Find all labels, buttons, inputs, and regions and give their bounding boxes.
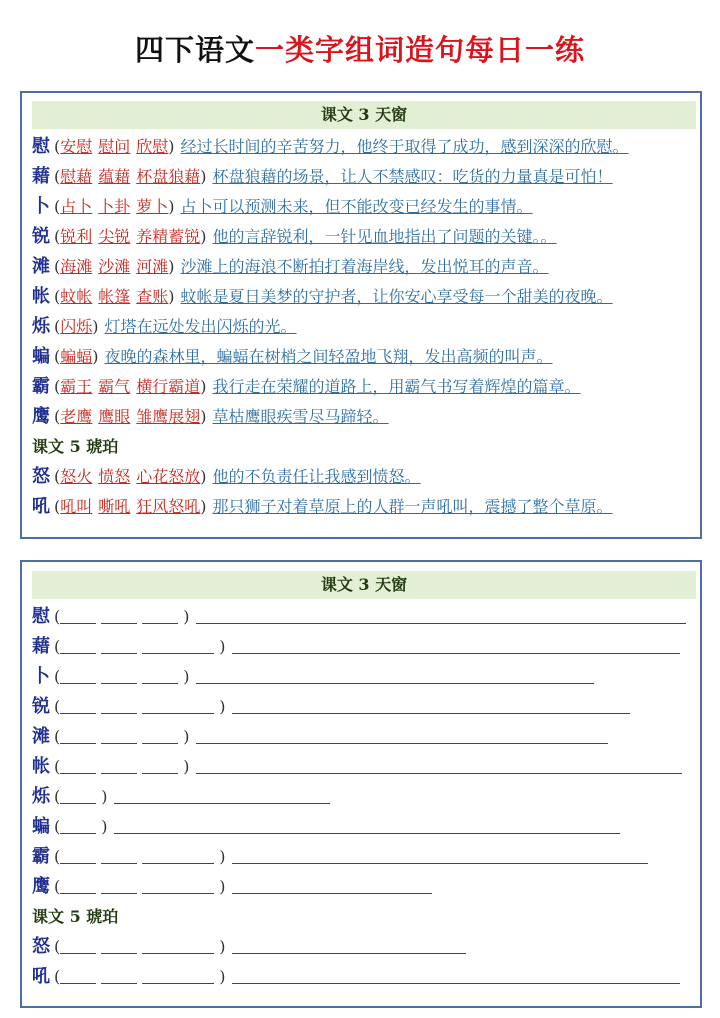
word-blank[interactable] — [101, 742, 137, 744]
answer-row — [32, 402, 389, 432]
open-paren: ( — [54, 817, 61, 836]
close-paren: ) — [200, 497, 207, 516]
open-paren: ( — [54, 257, 61, 276]
word-blank[interactable] — [60, 832, 96, 834]
target-character: 锐 — [32, 696, 50, 717]
open-paren: ( — [54, 787, 61, 806]
word: 尖锐 — [98, 227, 131, 246]
word: 闪烁 — [60, 317, 93, 336]
close-paren: ) — [200, 227, 207, 246]
sentence-blank[interactable] — [232, 952, 466, 954]
word-blank[interactable] — [60, 982, 96, 984]
answer-row — [32, 132, 629, 162]
example-sentence: 他的不负责任让我感到愤怒。 — [212, 467, 421, 486]
target-character: 滩 — [32, 256, 50, 277]
open-paren: ( — [54, 227, 61, 246]
sentence-blank[interactable] — [232, 862, 648, 864]
answer-row — [32, 282, 613, 312]
target-character: 滩 — [32, 726, 50, 747]
target-character: 藉 — [32, 166, 50, 187]
word-blank[interactable] — [60, 682, 96, 684]
example-sentence: 他的言辞锐利，一针见血地指出了问题的关键。。 — [212, 227, 557, 246]
target-character: 卜 — [32, 666, 50, 687]
word: 卜卦 — [98, 197, 131, 216]
lesson-3-header: 课文 3 天窗 — [32, 571, 696, 599]
word: 河滩 — [136, 257, 169, 276]
word-blank[interactable] — [101, 682, 137, 684]
open-paren: ( — [54, 347, 61, 366]
practice-row — [32, 662, 594, 692]
example-sentence: 经过长时间的辛苦努力，他终于取得了成功，感到深深的欣慰。 — [180, 137, 629, 156]
word: 横行霸道 — [136, 377, 201, 396]
open-paren: ( — [54, 287, 61, 306]
practice-row — [32, 602, 686, 632]
word-blank[interactable] — [101, 772, 137, 774]
word-blank[interactable] — [60, 952, 96, 954]
open-paren: ( — [54, 637, 61, 656]
open-paren: ( — [54, 607, 61, 626]
close-paren: ) — [219, 847, 226, 866]
open-paren: ( — [54, 197, 61, 216]
target-character: 烁 — [32, 786, 50, 807]
word: 鹰眼 — [98, 407, 131, 426]
word-blank[interactable] — [101, 862, 137, 864]
answer-row — [32, 162, 613, 192]
close-paren: ) — [219, 967, 226, 986]
open-paren: ( — [54, 377, 61, 396]
word-blank[interactable] — [101, 622, 137, 624]
title-red: 一类字组词造句每日一练 — [255, 33, 586, 67]
title-black: 四下语文 — [134, 33, 255, 67]
word: 杯盘狼藉 — [136, 167, 201, 186]
answer-row — [32, 492, 613, 522]
practice-row — [32, 962, 680, 992]
target-character: 吼 — [32, 966, 50, 987]
word-blank[interactable] — [142, 652, 214, 654]
example-sentence: 夜晚的森林里，蝙蝠在树梢之间轻盈地飞翔，发出高频的叫声。 — [104, 347, 553, 366]
word: 心花怒放 — [136, 467, 201, 486]
target-character: 怒 — [32, 936, 50, 957]
word: 海滩 — [60, 257, 93, 276]
word-blank[interactable] — [60, 862, 96, 864]
sentence-blank[interactable] — [114, 802, 330, 804]
sentence-blank[interactable] — [196, 742, 608, 744]
word-blank[interactable] — [60, 622, 96, 624]
target-character: 吼 — [32, 496, 50, 517]
example-sentence: 杯盘狼藉的场景，让人不禁感叹：吃货的力量真是可怕！ — [212, 167, 613, 186]
word-blank[interactable] — [60, 742, 96, 744]
word-blank[interactable] — [142, 772, 178, 774]
open-paren: ( — [54, 967, 61, 986]
practice-panel — [20, 560, 702, 1008]
word-blank[interactable] — [142, 712, 214, 714]
target-character: 蝙 — [32, 816, 50, 837]
open-paren: ( — [54, 727, 61, 746]
word: 蚊帐 — [60, 287, 93, 306]
close-paren: ) — [183, 607, 190, 626]
lesson-5-header: 课文 5 琥珀 — [32, 437, 119, 456]
word: 老鹰 — [60, 407, 93, 426]
word: 沙滩 — [98, 257, 131, 276]
practice-row — [32, 812, 620, 842]
target-character: 藉 — [32, 636, 50, 657]
target-character: 慰 — [32, 606, 50, 627]
word: 帐篷 — [98, 287, 131, 306]
target-character: 鹰 — [32, 406, 50, 427]
example-sentence: 蚊帐是夏日美梦的守护者，让你安心享受每一个甜美的夜晚。 — [180, 287, 613, 306]
word: 养精蓄锐 — [136, 227, 201, 246]
example-sentence: 那只狮子对着草原上的人群一声吼叫，震撼了整个草原。 — [212, 497, 613, 516]
word-blank[interactable] — [60, 892, 96, 894]
word: 愤怒 — [98, 467, 131, 486]
answer-row — [32, 222, 557, 252]
close-paren: ) — [200, 167, 207, 186]
close-paren: ) — [168, 137, 175, 156]
practice-row — [32, 722, 608, 752]
target-character: 鹰 — [32, 876, 50, 897]
open-paren: ( — [54, 847, 61, 866]
sentence-blank[interactable] — [114, 832, 620, 834]
word-blank[interactable] — [142, 682, 178, 684]
close-paren: ) — [92, 347, 99, 366]
sentence-blank[interactable] — [232, 982, 680, 984]
sentence-blank[interactable] — [196, 682, 594, 684]
close-paren: ) — [200, 407, 207, 426]
open-paren: ( — [54, 757, 61, 776]
target-character: 慰 — [32, 136, 50, 157]
target-character: 蝙 — [32, 346, 50, 367]
word: 占卜 — [60, 197, 93, 216]
answer-row — [32, 342, 553, 372]
open-paren: ( — [54, 317, 61, 336]
target-character: 烁 — [32, 316, 50, 337]
word-blank[interactable] — [142, 952, 214, 954]
practice-row — [32, 842, 648, 872]
word: 安慰 — [60, 137, 93, 156]
open-paren: ( — [54, 937, 61, 956]
word-blank[interactable] — [60, 802, 96, 804]
word: 蝙蝠 — [60, 347, 93, 366]
practice-row — [32, 692, 630, 722]
open-paren: ( — [54, 467, 61, 486]
word-blank[interactable] — [101, 652, 137, 654]
open-paren: ( — [54, 877, 61, 896]
target-character: 帐 — [32, 286, 50, 307]
word: 吼叫 — [60, 497, 93, 516]
close-paren: ) — [219, 877, 226, 896]
close-paren: ) — [168, 197, 175, 216]
word-blank[interactable] — [60, 712, 96, 714]
word-blank[interactable] — [60, 772, 96, 774]
target-character: 怒 — [32, 466, 50, 487]
word-blank[interactable] — [101, 892, 137, 894]
word-blank[interactable] — [60, 652, 96, 654]
close-paren: ) — [200, 377, 207, 396]
close-paren: ) — [219, 937, 226, 956]
word-blank[interactable] — [101, 712, 137, 714]
target-character: 霸 — [32, 376, 50, 397]
close-paren: ) — [183, 757, 190, 776]
word: 蕴藉 — [98, 167, 131, 186]
target-character: 锐 — [32, 226, 50, 247]
example-sentence: 我行走在荣耀的道路上，用霸气书写着辉煌的篇章。 — [212, 377, 581, 396]
practice-row — [32, 632, 680, 662]
word-blank[interactable] — [142, 982, 214, 984]
page-title — [0, 30, 720, 70]
answer-row — [32, 372, 581, 402]
word-blank[interactable] — [142, 622, 178, 624]
word-blank[interactable] — [101, 982, 137, 984]
target-character: 霸 — [32, 846, 50, 867]
word: 霸气 — [98, 377, 131, 396]
answer-row — [32, 192, 533, 222]
answer-panel — [20, 91, 702, 539]
example-sentence: 占卜可以预测未来，但不能改变已经发生的事情。 — [180, 197, 533, 216]
word-blank[interactable] — [142, 862, 214, 864]
practice-row — [32, 782, 330, 812]
sentence-blank[interactable] — [232, 652, 680, 654]
word-blank[interactable] — [101, 952, 137, 954]
open-paren: ( — [54, 697, 61, 716]
close-paren: ) — [92, 317, 99, 336]
word: 慰藉 — [60, 167, 93, 186]
lesson-3-header: 课文 3 天窗 — [32, 101, 696, 129]
example-sentence: 灯塔在远处发出闪烁的光。 — [104, 317, 297, 336]
sentence-blank[interactable] — [196, 622, 686, 624]
word: 查账 — [136, 287, 169, 306]
close-paren: ) — [168, 257, 175, 276]
close-paren: ) — [183, 667, 190, 686]
word: 雏鹰展翅 — [136, 407, 201, 426]
word: 怒火 — [60, 467, 93, 486]
word: 锐利 — [60, 227, 93, 246]
word-blank[interactable] — [142, 892, 214, 894]
open-paren: ( — [54, 497, 61, 516]
word: 萝卜 — [136, 197, 169, 216]
practice-row — [32, 872, 432, 902]
sentence-blank[interactable] — [196, 772, 682, 774]
open-paren: ( — [54, 137, 61, 156]
close-paren: ) — [101, 817, 108, 836]
target-character: 卜 — [32, 196, 50, 217]
target-character: 帐 — [32, 756, 50, 777]
answer-row — [32, 462, 421, 492]
word: 霸王 — [60, 377, 93, 396]
example-sentence: 沙滩上的海浪不断拍打着海岸线，发出悦耳的声音。 — [180, 257, 549, 276]
close-paren: ) — [219, 697, 226, 716]
example-sentence: 草枯鹰眼疾雪尽马蹄轻。 — [212, 407, 389, 426]
close-paren: ) — [200, 467, 207, 486]
answer-row — [32, 252, 549, 282]
open-paren: ( — [54, 167, 61, 186]
word: 慰问 — [98, 137, 131, 156]
word-blank[interactable] — [142, 742, 178, 744]
practice-row — [32, 752, 682, 782]
open-paren: ( — [54, 407, 61, 426]
close-paren: ) — [168, 287, 175, 306]
word: 嘶吼 — [98, 497, 131, 516]
open-paren: ( — [54, 667, 61, 686]
close-paren: ) — [101, 787, 108, 806]
practice-row — [32, 932, 466, 962]
close-paren: ) — [183, 727, 190, 746]
sentence-blank[interactable] — [232, 712, 630, 714]
close-paren: ) — [219, 637, 226, 656]
word: 欣慰 — [136, 137, 169, 156]
word: 狂风怒吼 — [136, 497, 201, 516]
sentence-blank[interactable] — [232, 892, 432, 894]
lesson-5-header: 课文 5 琥珀 — [32, 907, 119, 926]
answer-row — [32, 312, 297, 342]
